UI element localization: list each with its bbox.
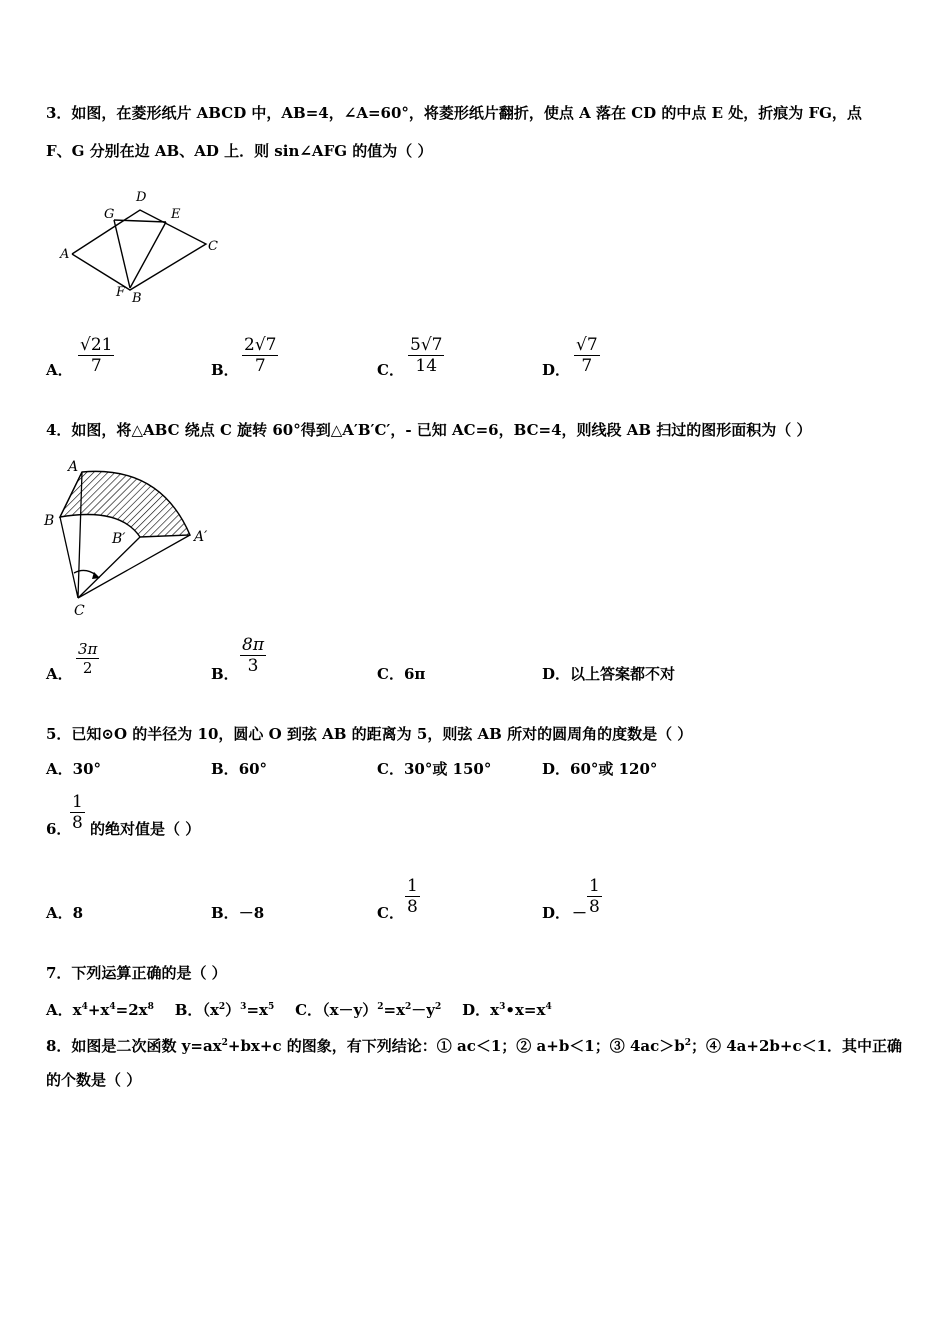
q8-stem-line2: 的个数是（ ）: [46, 1071, 142, 1089]
q7-a-term: +x: [87, 1001, 110, 1019]
q7-option-b-letter: B．: [174, 1001, 203, 1019]
q7-option-b: [175, 1001, 274, 1019]
q6-option-c-fraction: [405, 876, 420, 917]
q7-b-term: =x: [246, 1001, 268, 1019]
q4-option-a-fraction: [76, 640, 99, 677]
q6-option-d-denominator: 8: [589, 897, 600, 917]
q4-option-a-letter: A．: [46, 665, 73, 683]
q5-stem: 5．已知⊙O 的半径为 10，圆心 O 到弦 AB 的距离为 5，则弦 AB 所对的圆周角的度数是（ ）: [46, 725, 693, 743]
q5-option-c-text: 30°或 150°: [403, 760, 492, 778]
q7-c-exp: 2: [435, 1002, 442, 1012]
q3-option-b-numerator: 2√7: [244, 335, 277, 355]
q6-stem-numerator: 1: [72, 792, 83, 812]
q6-option-a-letter: A．: [46, 904, 73, 922]
q3-option-c-letter: C．: [377, 361, 404, 379]
q7-a-exp: 8: [147, 1002, 154, 1012]
q8-exp: 2: [684, 1038, 692, 1048]
q7-d-term: •x=x: [505, 1001, 546, 1019]
q3-option-d-fraction: [574, 335, 600, 376]
q7-c-exp: 2: [377, 1002, 384, 1012]
q7-option-d-letter: D．: [462, 1001, 491, 1019]
q7-a-exp: 4: [109, 1002, 116, 1012]
q4-label-b: B: [44, 513, 55, 529]
q4-option-a-denominator: 2: [82, 659, 93, 677]
q4-option-d-text: 以上答案都不对: [570, 665, 676, 683]
q4-option-b-denominator: 3: [247, 656, 259, 676]
q4-option-c-text: 6π: [403, 665, 426, 683]
q7-b-exp: 5: [267, 1002, 275, 1012]
q3-option-a-denominator: 7: [90, 356, 102, 376]
q7-option-c: [295, 1001, 441, 1019]
q5-option-d-letter: D．: [542, 760, 571, 778]
q6-stem-fraction: [70, 792, 85, 833]
q6-option-d-fraction: [587, 876, 602, 917]
q4-option-b-fraction: [240, 635, 266, 676]
q3-option-d-denominator: 7: [581, 356, 593, 376]
q5-option-b: [211, 759, 267, 779]
q3-label-e: E: [171, 207, 181, 222]
q4-option-d-letter: D．: [542, 665, 571, 683]
q5-option-c: [377, 759, 491, 779]
q5-option-c-letter: C．: [377, 760, 404, 778]
q6-option-c-letter: C．: [377, 904, 404, 922]
q3-option-b-denominator: 7: [254, 356, 266, 376]
q7-c-term: =x: [383, 1001, 406, 1019]
q7-option-d: [462, 1001, 552, 1019]
q4-option-c: [377, 664, 425, 684]
q5-option-a: [46, 759, 101, 779]
q8-stem-line1: [46, 1033, 902, 1056]
q7-options-line: [46, 997, 552, 1020]
q7-d-term: x: [490, 1001, 500, 1019]
q3-label-b: B: [132, 291, 142, 306]
q7-b-term: （x: [202, 1001, 219, 1019]
q3-option-c-denominator: 14: [415, 356, 438, 376]
q4-option-a-numerator: 3π: [78, 640, 98, 658]
q7-a-exp: 4: [81, 1002, 88, 1012]
q5-option-a-text: 30°: [72, 760, 102, 778]
q3-option-c-fraction: [408, 335, 444, 376]
q3-option-b-fraction: [242, 335, 278, 376]
q7-b-exp: 2: [218, 1002, 226, 1012]
q5-option-b-text: 60°: [238, 760, 268, 778]
q3-label-g: G: [104, 207, 115, 222]
q7-stem: 7．下列运算正确的是（ ）: [46, 964, 227, 982]
q7-option-a-letter: A．: [46, 1001, 73, 1019]
q5-option-a-letter: A．: [46, 760, 73, 778]
q3-option-d-numerator: √7: [576, 335, 598, 355]
q6-prefix: 6．: [46, 820, 72, 838]
q3-option-d-letter: D．: [542, 361, 571, 379]
q8-text: +bx+c 的图象，有下列结论：① ac＜1；② a+b＜1；③ 4ac＞b: [227, 1037, 685, 1055]
q7-a-term: x: [72, 1001, 82, 1019]
q6-option-d-sign: －: [572, 904, 588, 922]
q6-option-b: [211, 903, 264, 923]
q7-b-term: ）: [225, 1001, 241, 1019]
q5-option-d-text: 60°或 120°: [570, 760, 658, 778]
q7-a-term: =2x: [115, 1001, 148, 1019]
q4-option-c-letter: C．: [377, 665, 404, 683]
q4-stem: 4．如图，将△ABC 绕点 C 旋转 60°得到△A′B′C′，- 已知 AC=6，BC=4，则线段 AB 扫过的图形面积为（ ）: [46, 421, 812, 439]
q6-option-a-text: 8: [72, 904, 84, 922]
q4-label-bprime: B′: [112, 531, 126, 547]
q6-option-b-text: －8: [238, 904, 265, 922]
q5-option-d: [542, 759, 657, 779]
q3-label-c: C: [208, 239, 218, 254]
q8-exp: 2: [221, 1038, 228, 1048]
q3-label-d: D: [136, 190, 147, 205]
q7-c-term: －y: [411, 1001, 435, 1019]
q6-stem-suffix: 的绝对值是（ ）: [90, 820, 201, 838]
q8-text: 8．如图是二次函数 y=ax: [46, 1037, 222, 1055]
q6-option-c-numerator: 1: [407, 876, 418, 896]
q7-d-exp: 4: [545, 1002, 552, 1012]
q4-option-b-numerator: 8π: [242, 635, 264, 655]
q8-text: ；④ 4a+2b+c＜1．其中正确: [691, 1037, 903, 1055]
q7-b-exp: 3: [240, 1002, 247, 1012]
q3-option-a-fraction: [78, 335, 114, 376]
q7-c-exp: 2: [405, 1002, 412, 1012]
q7-option-a: [46, 1001, 154, 1019]
q3-option-a-numerator: √21: [80, 335, 113, 355]
q6-option-c-denominator: 8: [407, 897, 418, 917]
q6-stem-denominator: 8: [72, 813, 83, 833]
q3-label-f: F: [116, 285, 126, 300]
q4-label-c: C: [74, 603, 85, 619]
q3-option-a-letter: A．: [46, 361, 73, 379]
q3-rhombus-figure: [56, 184, 226, 309]
q4-option-b-letter: B．: [211, 665, 239, 683]
q4-label-aprime: A′: [194, 529, 208, 545]
q3-label-a: A: [60, 247, 70, 262]
q6-option-d-letter: D．: [542, 904, 571, 922]
q4-rotation-figure: [40, 455, 220, 620]
q5-option-b-letter: B．: [211, 760, 239, 778]
q7-option-c-letter: C．: [295, 1001, 323, 1019]
q3-option-c-numerator: 5√7: [410, 335, 443, 355]
q3-stem-line1: 3．如图，在菱形纸片 ABCD 中，AB=4，∠A=60°，将菱形纸片翻折，使点 A 落在 CD 的中点 E 处，折痕为 FG，点: [46, 104, 862, 122]
q7-d-exp: 3: [499, 1002, 506, 1012]
q6-option-d-numerator: 1: [589, 876, 600, 896]
q3-option-b-letter: B．: [211, 361, 239, 379]
q6-option-a: [46, 903, 83, 923]
q4-label-a: A: [68, 459, 79, 475]
q6-option-b-letter: B．: [211, 904, 239, 922]
q3-stem-line2: F、G 分别在边 AB、AD 上．则 sin∠AFG 的值为（ ）: [46, 142, 433, 160]
q7-c-term: （x－y）: [322, 1001, 378, 1019]
q4-option-d: [542, 664, 675, 684]
